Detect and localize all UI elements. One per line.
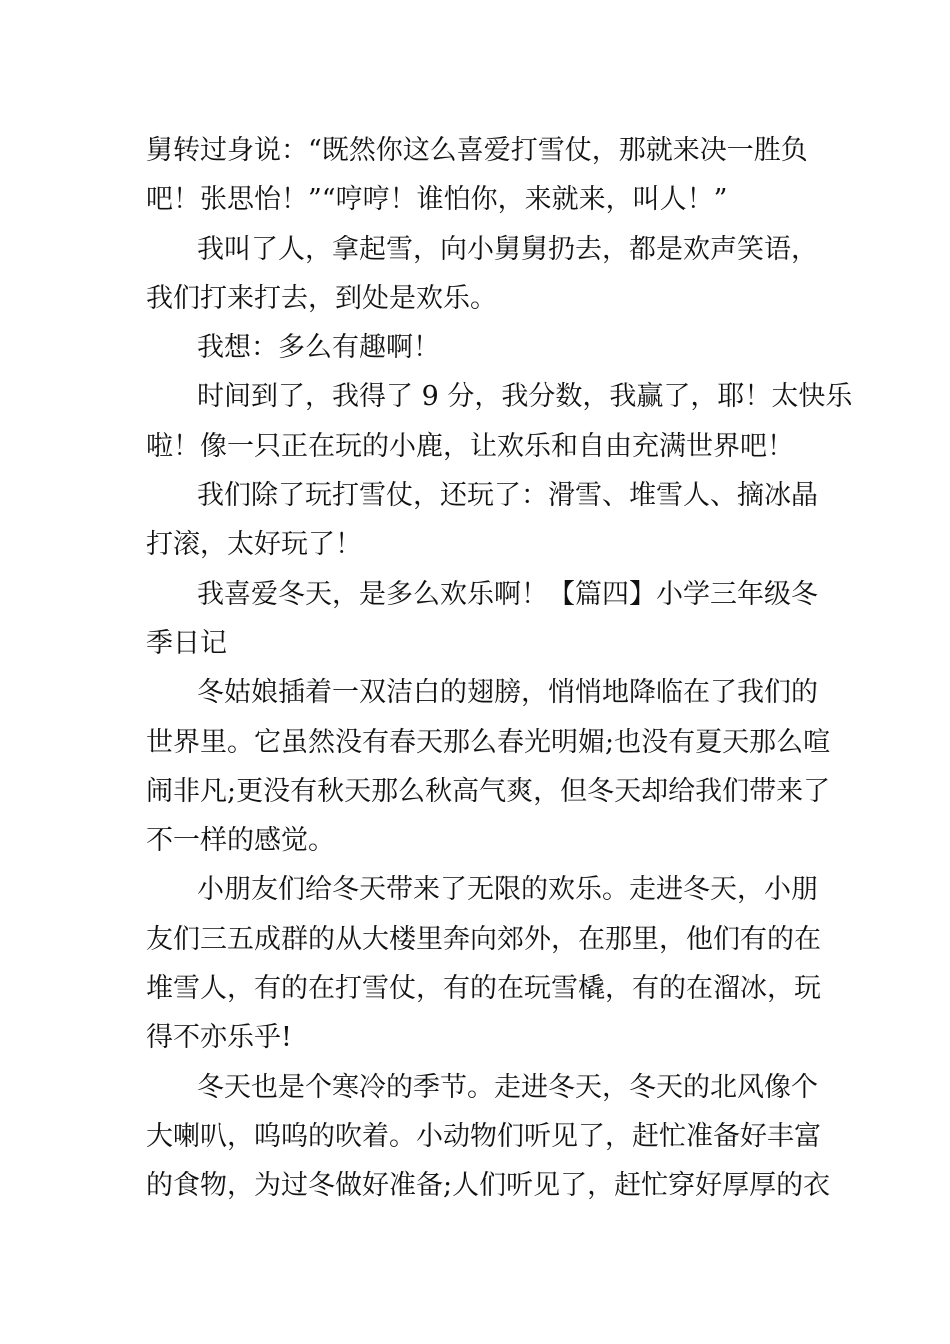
paragraph-first-line: 时间到了，我得了 9 分，我分数，我赢了，耶！太快乐 bbox=[197, 381, 853, 413]
text-line: 友们三五成群的从大楼里奔向郊外，在那里，他们有的在 bbox=[146, 923, 821, 955]
text-line: 不一样的感觉。 bbox=[146, 825, 335, 857]
paragraph-first-line: 冬姑娘插着一双洁白的翅膀，悄悄地降临在了我们的 bbox=[197, 677, 818, 709]
text-line: 吧！张思怡！”“哼哼！谁怕你，来就来，叫人！” bbox=[146, 184, 728, 216]
text-line: 大喇叭，呜呜的吹着。小动物们听见了，赶忙准备好丰富 bbox=[146, 1120, 821, 1152]
paragraph-first-line: 我叫了人，拿起雪，向小舅舅扔去，都是欢声笑语， bbox=[197, 233, 818, 265]
paragraph-first-line: 我喜爱冬天，是多么欢乐啊！【篇四】小学三年级冬 bbox=[197, 578, 818, 610]
text-line: 啦！像一只正在玩的小鹿，让欢乐和自由充满世界吧！ bbox=[146, 430, 794, 462]
paragraph-first-line: 小朋友们给冬天带来了无限的欢乐。走进冬天，小朋 bbox=[197, 874, 818, 906]
paragraph-first-line: 冬天也是个寒冷的季节。走进冬天，冬天的北风像个 bbox=[197, 1071, 818, 1103]
text-line: 得不亦乐乎! bbox=[146, 1022, 292, 1054]
text-line: 的食物，为过冬做好准备;人们听见了，赶忙穿好厚厚的衣 bbox=[146, 1170, 831, 1202]
text-line: 堆雪人，有的在打雪仗，有的在玩雪橇，有的在溜冰，玩 bbox=[146, 973, 821, 1005]
text-line: 季日记 bbox=[146, 627, 227, 659]
text-line: 我们打来打去，到处是欢乐。 bbox=[146, 282, 497, 314]
paragraph-first-line: 我想：多么有趣啊！ bbox=[197, 332, 440, 364]
body-text bbox=[146, 126, 853, 1211]
text-line: 闹非凡;更没有秋天那么秋高气爽，但冬天却给我们带来了 bbox=[146, 775, 831, 807]
text-line: 打滚，太好玩了！ bbox=[146, 529, 362, 561]
paragraph-first-line: 我们除了玩打雪仗，还玩了：滑雪、堆雪人、摘冰晶 bbox=[197, 480, 818, 512]
text-line: 舅转过身说：“既然你这么喜爱打雪仗，那就来决一胜负 bbox=[146, 135, 808, 166]
text-line: 世界里。它虽然没有春天那么春光明媚;也没有夏天那么喧 bbox=[146, 726, 831, 758]
